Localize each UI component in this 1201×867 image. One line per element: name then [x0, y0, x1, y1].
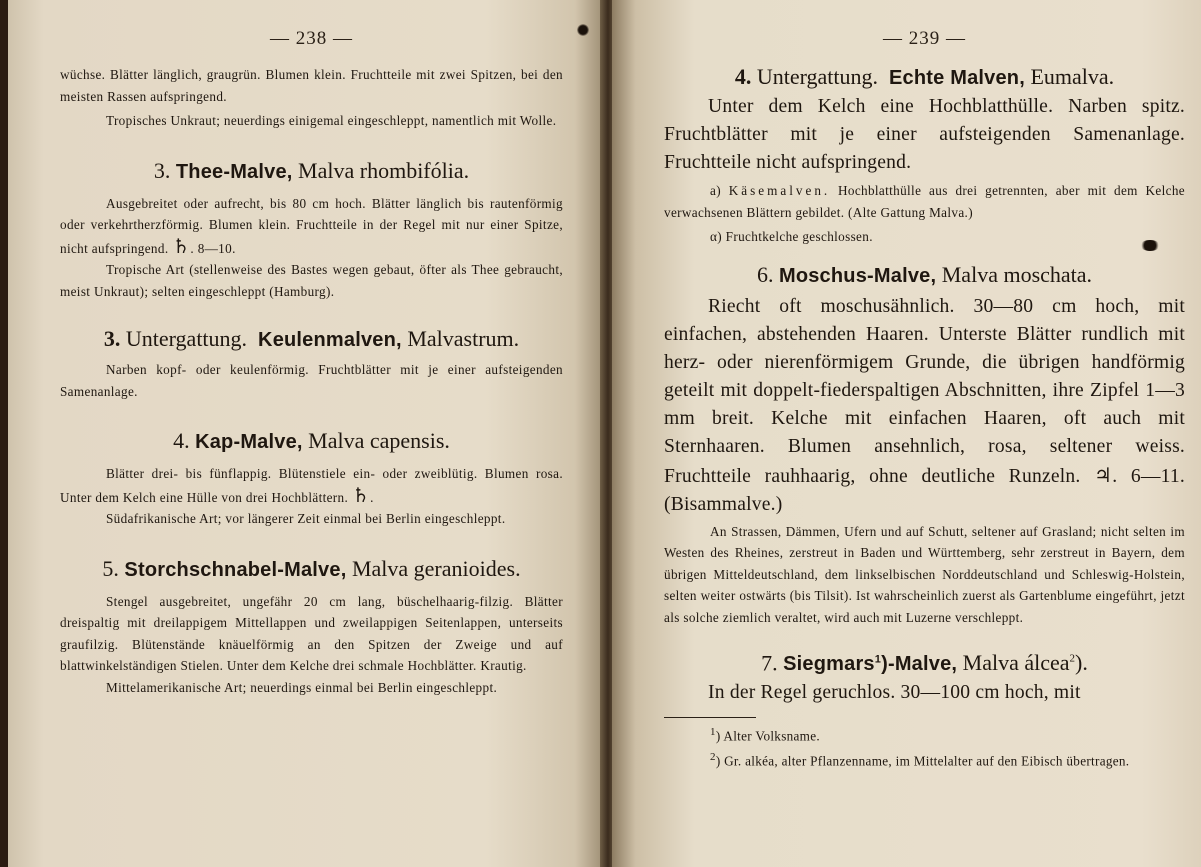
subgenus-3-heading	[60, 324, 563, 355]
page-number-238: — 238 —	[270, 28, 353, 49]
species-7-common-b: )-Malve,	[881, 653, 958, 676]
species-6-number: 6.	[756, 261, 774, 287]
continued-note: Tropisches Unkraut; neuerdings einigemal eingeschleppt, namentlich mit Wolle.	[106, 113, 557, 128]
species-7-latin-tail: ).	[1075, 650, 1088, 676]
species-4-heading	[60, 426, 563, 457]
species-5-heading	[60, 554, 563, 585]
subgenus-4-number: 4.	[734, 64, 752, 89]
footnote-ref-2: 2	[1069, 653, 1076, 665]
species-6-heading	[664, 260, 1185, 291]
species-7-number: 7.	[761, 650, 778, 676]
species-7-heading	[664, 644, 1185, 679]
species-4-desc-text: Blätter drei- bis fünflappig. Blütenstiele ein- oder zweiblütig. Blumen rosa. Unter dem Kelch eine Hülle von drei Hochblättern.	[60, 466, 563, 505]
species-4-common-name: Kap-Malve,	[195, 431, 303, 453]
section-alpha-text: Fruchtkelche geschlossen.	[725, 229, 873, 244]
species-7-description-start: In der Regel geruchlos. 30—100 cm hoch, mit	[708, 682, 1081, 704]
species-5-note: Mittelamerikanische Art; neuerdings einmal bei Berlin eingeschleppt.	[106, 679, 498, 695]
species-6-latin-name: Malva moschata.	[941, 261, 1093, 287]
species-7-common-a: Siegmars	[783, 653, 875, 676]
species-7-latin-name	[963, 650, 1088, 675]
subgenus-4-description: Unter dem Kelch eine Hochblatthülle. Narben spitz. Fruchtblätter mit je einer aufsteigenden Samenanlage. Fruchtteile nicht aufspringend.	[664, 96, 1185, 173]
species-3-latin-name: Malva rhombifólia.	[298, 157, 470, 183]
footnote-2-mark: 2	[710, 750, 716, 763]
footnote-2-text: ) Gr. alkéa, alter Pflanzenname, im Mittelalter auf den Eibisch übertragen.	[715, 753, 1130, 769]
species-6-common-name: Moschus-Malve,	[778, 264, 937, 287]
footnote-2	[664, 747, 1185, 771]
species-3-desc-tail: . 8—10.	[190, 240, 236, 256]
section-alpha-marker: α)	[710, 229, 723, 244]
subgenus-4-heading	[664, 62, 1185, 93]
species-6-note: An Strassen, Dämmen, Ufern und auf Schutt, seltener auf Grasland; nicht selten im Westen des Rheines, zerstreut in Baden und Württemberg, sehr zerstreut in Bayern, dem übrigen Mitteldeutschland, dem linkselbischen Norddeutschland und Schleswig-Holstein, selten weiter ostwärts (bis Tilsit). Ist wahrscheinlich zuerst als Gartenblume eingeführt, jetzt als solche ziemlich veraltet, wird auch mit Luzerne verschleppt.	[664, 523, 1185, 625]
species-4-desc-tail: .	[370, 489, 374, 505]
species-7-latin: Malva álcea	[962, 650, 1070, 676]
subgenus-3-number: 3.	[103, 326, 121, 351]
ink-spot	[1140, 240, 1160, 251]
species-3-desc-text: Ausgebreitet oder aufrecht, bis 80 cm hoch. Blätter länglich bis rautenförmig oder verkehrtherzförmig. Blumen klein. Fruchtteile in der Regel mit nur einer Spitze, nicht aufspringend.	[60, 195, 563, 256]
subgenus-4-label: Untergattung.	[756, 64, 878, 89]
subgenus-3-description: Narben kopf- oder keulenförmig. Fruchtblätter mit je einer aufsteigenden Samenanlage.	[60, 362, 563, 399]
species-4-number: 4.	[173, 428, 190, 453]
footnote-1	[664, 722, 1185, 746]
section-alpha	[664, 226, 1185, 248]
section-a-name: Käsemalven.	[728, 183, 831, 198]
footnote-1-mark: 1	[710, 726, 716, 739]
species-3-common-name: Thee-Malve,	[175, 160, 293, 183]
species-4-note: Südafrikanische Art; vor längerer Zeit einmal bei Berlin eingeschleppt.	[106, 511, 506, 526]
footnote-divider	[664, 717, 756, 718]
species-6-desc-tail: . 6—11. (Bisammalve.)	[664, 465, 1185, 515]
species-6-desc-text: Riecht oft moschusähnlich. 30—80 cm hoch, mit einfachen, abstehenden Haaren. Unterste Blätter rundlich mit herz- oder nierenförmigem Grunde, die übrigen handförmig geteilt mit doppelt-fiederspaltigen Abschnitten, ihre Zipfel 1—3 mm breit. Kelche mit einfachen Haaren, oft auch mit Sternhaaren. Blumen ansehnlich, rosa, seltener weiss. Fruchtteile rauhhaarig, ohne deutliche Runzeln.	[664, 295, 1185, 487]
species-5-number: 5.	[102, 555, 119, 581]
ink-spot	[577, 24, 589, 36]
right-page	[612, 0, 1201, 867]
saturn-symbol-icon: ♄	[172, 233, 191, 258]
species-6-description	[664, 293, 1185, 519]
continued-paragraph: wüchse. Blätter länglich, graugrün. Blumen klein. Fruchtteile mit zwei Spitzen, bei den meisten Rassen aufspringend.	[60, 67, 563, 104]
species-3-number: 3.	[153, 157, 171, 183]
species-4-latin-name: Malva capensis.	[308, 428, 450, 453]
section-a-text: Hochblatthülle aus drei getrennten, aber mit dem Kelche verwachsenen Blättern gebildet. (Alte Gattung Malva.)	[664, 183, 1185, 220]
species-3-heading	[60, 156, 563, 187]
species-7-common-name	[783, 653, 957, 675]
left-page	[8, 0, 605, 867]
footnote-ref-1: 1	[874, 653, 882, 666]
subgenus-4-name: Echte Malven,	[889, 67, 1025, 89]
section-a-marker: a)	[710, 183, 721, 198]
species-5-description: Stengel ausgebreitet, ungefähr 20 cm lang, büschelhaarig-filzig. Blätter dreispaltig mit dreilappigem Mittellappen und zweilappigen Seitenlappen, unterseits graufilzig. Blütenstände knäuelförmig an den Spitzen der Zweige und auf blattwinkelständigen Stielen. Unter dem Kelche drei schmale Hochblätter. Krautig.	[60, 593, 563, 673]
species-3-description	[60, 193, 563, 260]
species-5-latin-name: Malva geranioides.	[351, 555, 521, 581]
footnote-1-text: ) Alter Volksname.	[715, 728, 820, 744]
page-number-239: — 239 —	[883, 28, 966, 49]
subgenus-3-label: Untergattung.	[125, 326, 248, 351]
jupiter-symbol-icon: ♃	[1094, 462, 1113, 487]
species-4-description	[60, 463, 563, 508]
section-a-kaesemalven	[664, 180, 1185, 223]
subgenus-3-latin: Malvastrum.	[407, 326, 520, 351]
subgenus-4-latin: Eumalva.	[1030, 64, 1115, 89]
species-5-common-name: Storchschnabel-Malve,	[124, 558, 347, 581]
saturn-symbol-icon: ♄	[351, 482, 371, 507]
subgenus-3-name: Keulenmalven,	[258, 329, 402, 351]
species-3-note: Tropische Art (stellenweise des Bastes wegen gebaut, öfter als Thee gebraucht, meist Unkraut); selten eingeschleppt (Hamburg).	[60, 262, 563, 299]
